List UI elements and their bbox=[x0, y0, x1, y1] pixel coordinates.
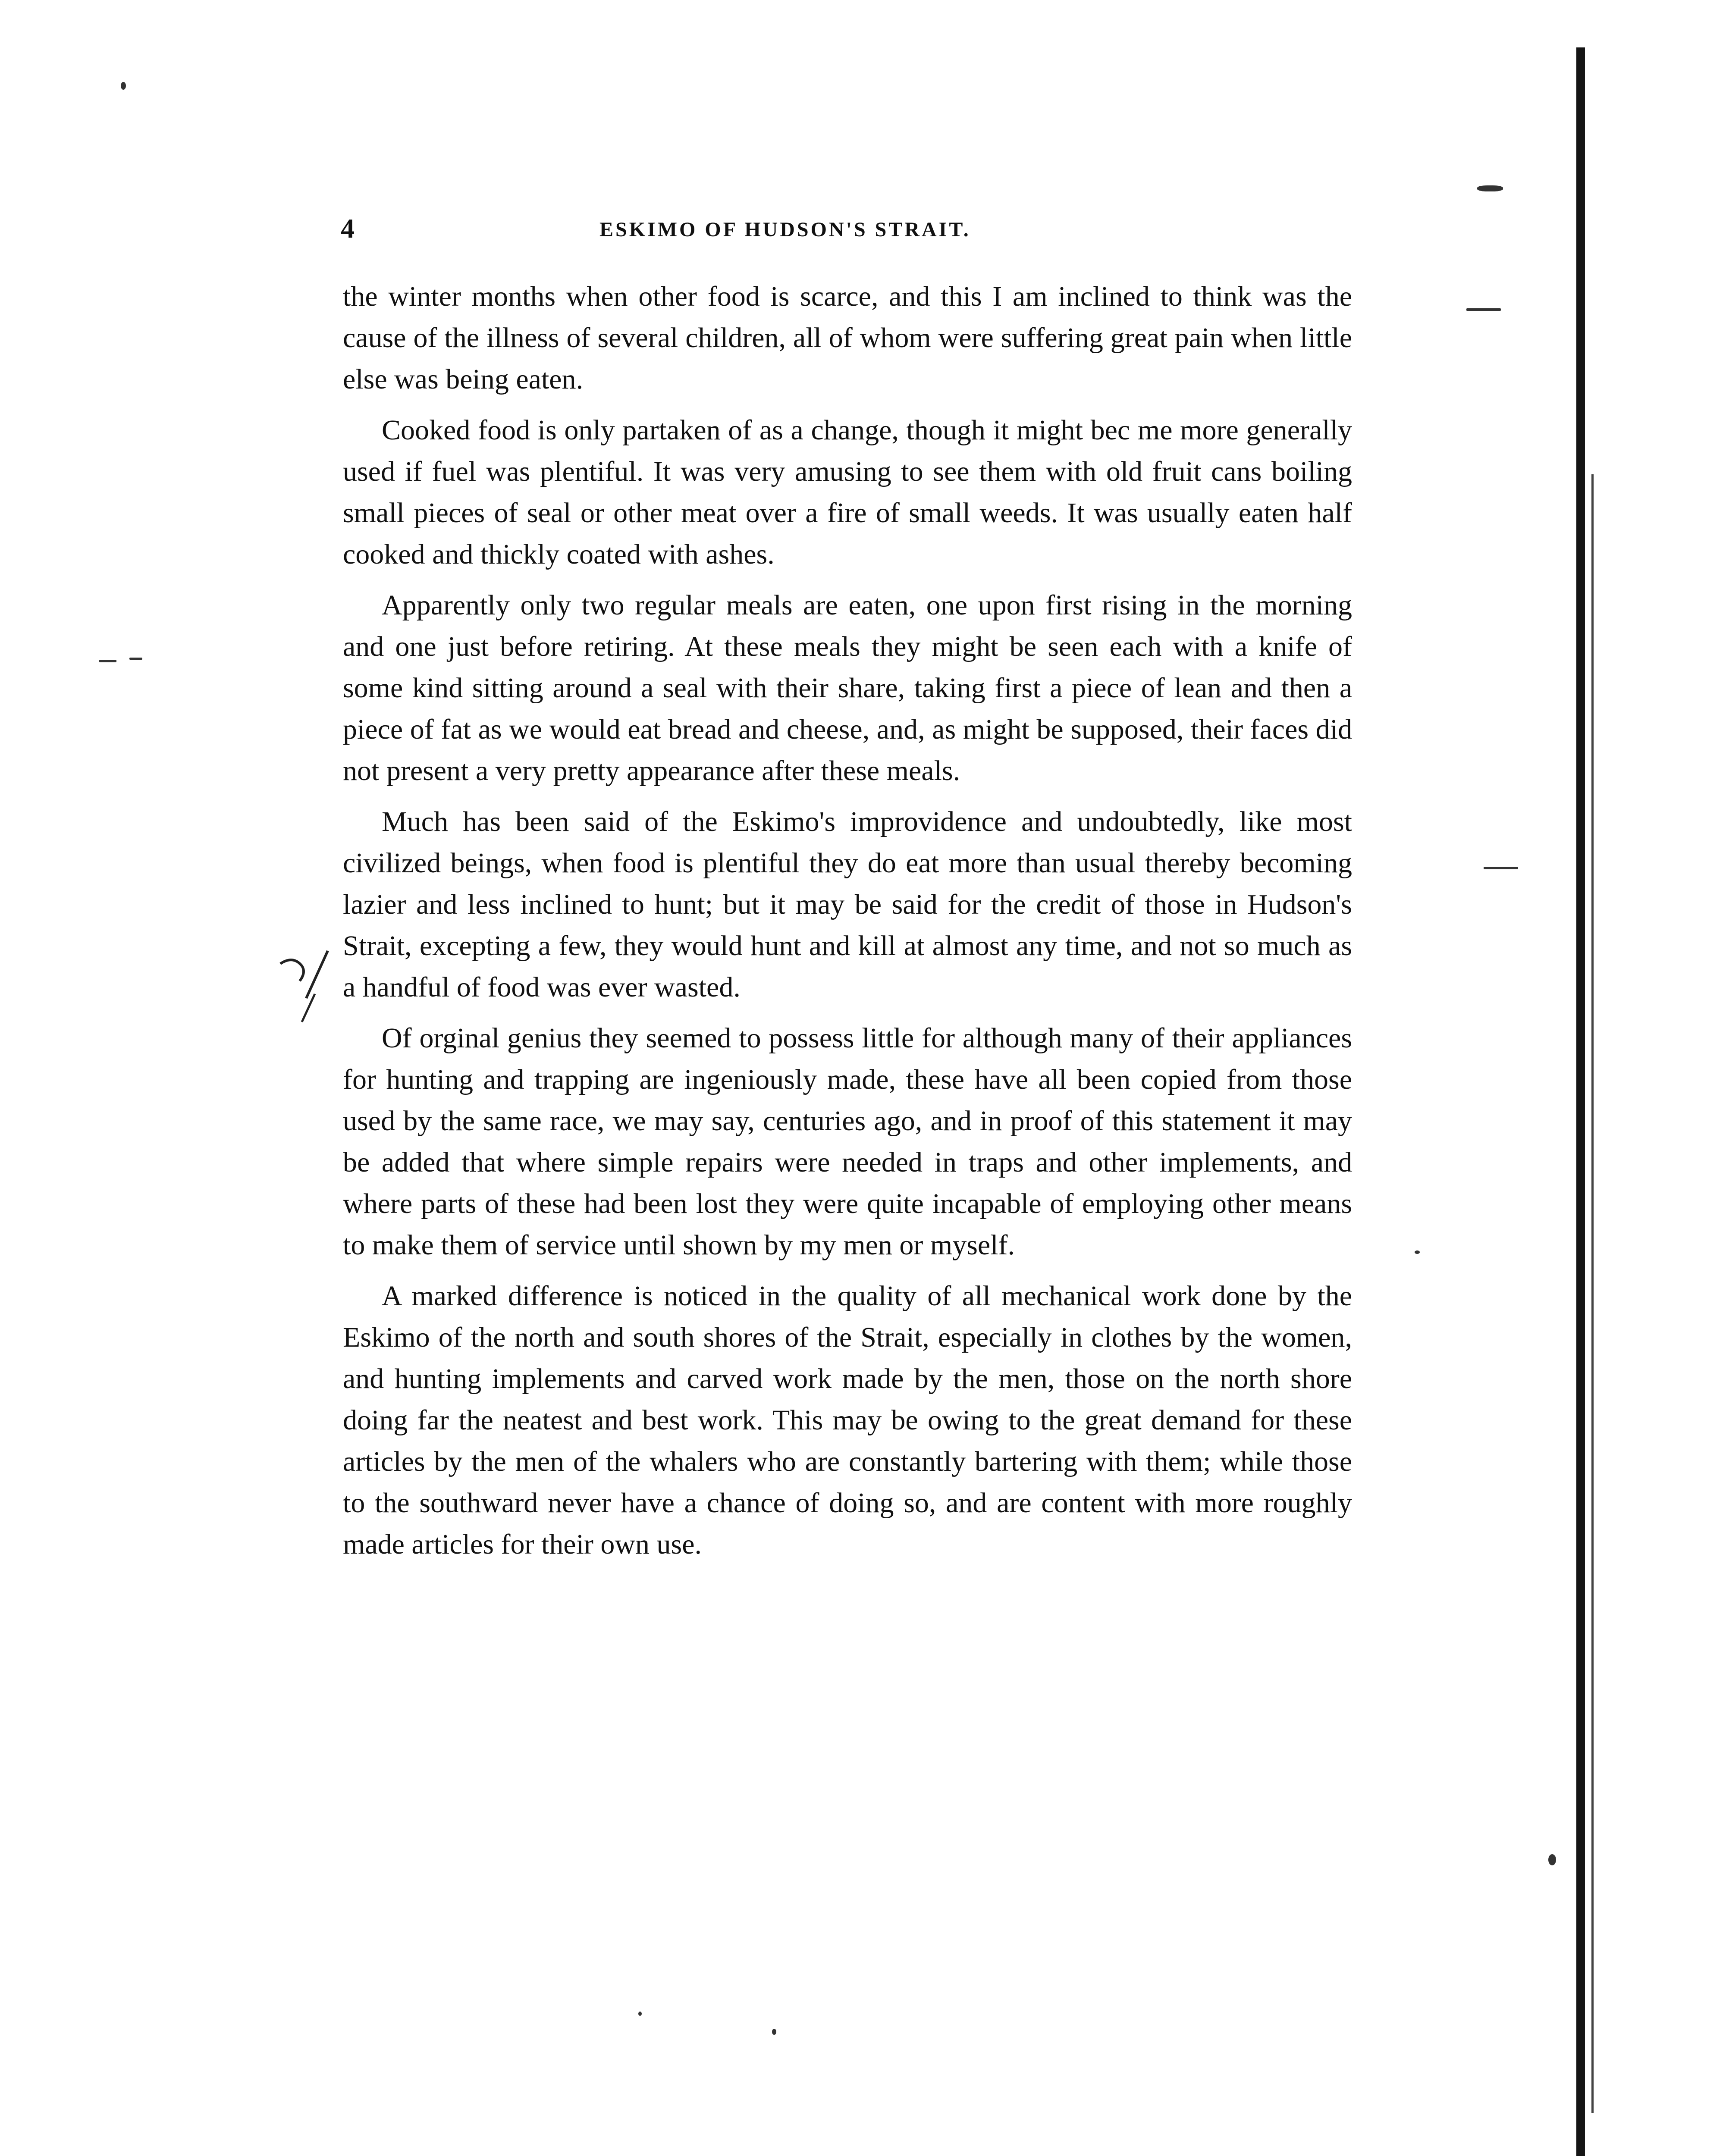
paragraph-5: Of orginal genius they seemed to possess little for although many of their appliances for hunting and trapping are ingeniously made, these have all been copied from those used by the same race, we may say, centuries ago, and in proof of this statement it may be added that where simple repairs were needed in traps and other implements, and where parts of these had been lost they were quite incapable of employing other means to make them of service until shown by my men or myself. bbox=[343, 1022, 1352, 1261]
scan-speck bbox=[1415, 1250, 1420, 1254]
scan-speck bbox=[121, 82, 126, 90]
scan-speck bbox=[1466, 308, 1501, 311]
page-header bbox=[341, 211, 1350, 246]
scan-speck bbox=[99, 660, 116, 662]
body-text bbox=[343, 276, 1352, 1575]
scan-speck bbox=[1484, 867, 1518, 869]
scan-bottom-noise bbox=[138, 2122, 1626, 2156]
paragraph-4: Much has been said of the Eskimo's improvidence and undoubtedly, like most civilized beings, when food is plentiful they do eat more than usual thereby becoming lazier and less inclined to hunt; but it may be said for the credit of those in Hudson's Strait, excepting a few, they would hunt and kill at almost any time, and not so much as a handful of food was ever wasted. bbox=[343, 806, 1352, 1003]
paragraph-6: A marked difference is noticed in the quality of all mechanical work done by the Eskimo of the north and south shores of the Strait, especially in clothes by the women, and hunting implements and carved work made by the men, those on the north shore doing far the neatest and best work. This may be owing to the great demand for these articles by the men of the whalers who are constantly bartering with them; while those to the southward never have a chance of doing so, and are content with more roughly made articles for their own use. bbox=[343, 1280, 1352, 1560]
running-title: ESKIMO OF HUDSON'S STRAIT. bbox=[599, 218, 971, 241]
binding-edge-shadow bbox=[1591, 474, 1594, 2113]
scan-speck bbox=[1548, 1854, 1556, 1865]
scan-speck bbox=[1477, 185, 1503, 191]
paragraph-1: the winter months when other food is scarce, and this I am inclined to think was the cause of the illness of several children, all of whom were suffering great pain when little else was being eaten. bbox=[343, 281, 1352, 395]
scan-speck bbox=[129, 658, 142, 660]
handwritten-margin-mark bbox=[276, 946, 349, 1024]
paragraph-2: Cooked food is only partaken of as a change, though it might bec me more generally used if fuel was plentiful. It was very amusing to see them with old fruit cans boiling small pieces of seal or other meat over a fire of small weeds. It was usually eaten half cooked and thickly coated with ashes. bbox=[343, 414, 1352, 570]
page-number: 4 bbox=[341, 213, 355, 244]
binding-edge-rule bbox=[1576, 47, 1585, 2156]
paragraph-3: Apparently only two regular meals are eaten, one upon first rising in the morning and one just before retiring. At these meals they might be seen each with a knife of some kind sitting around a seal with their share, taking first a piece of lean and then a piece of fat as we would eat bread and cheese, and, as might be supposed, their faces did not present a very pretty appearance after these meals. bbox=[343, 589, 1352, 787]
scan-speck bbox=[772, 2029, 776, 2035]
scan-speck bbox=[638, 2012, 642, 2016]
